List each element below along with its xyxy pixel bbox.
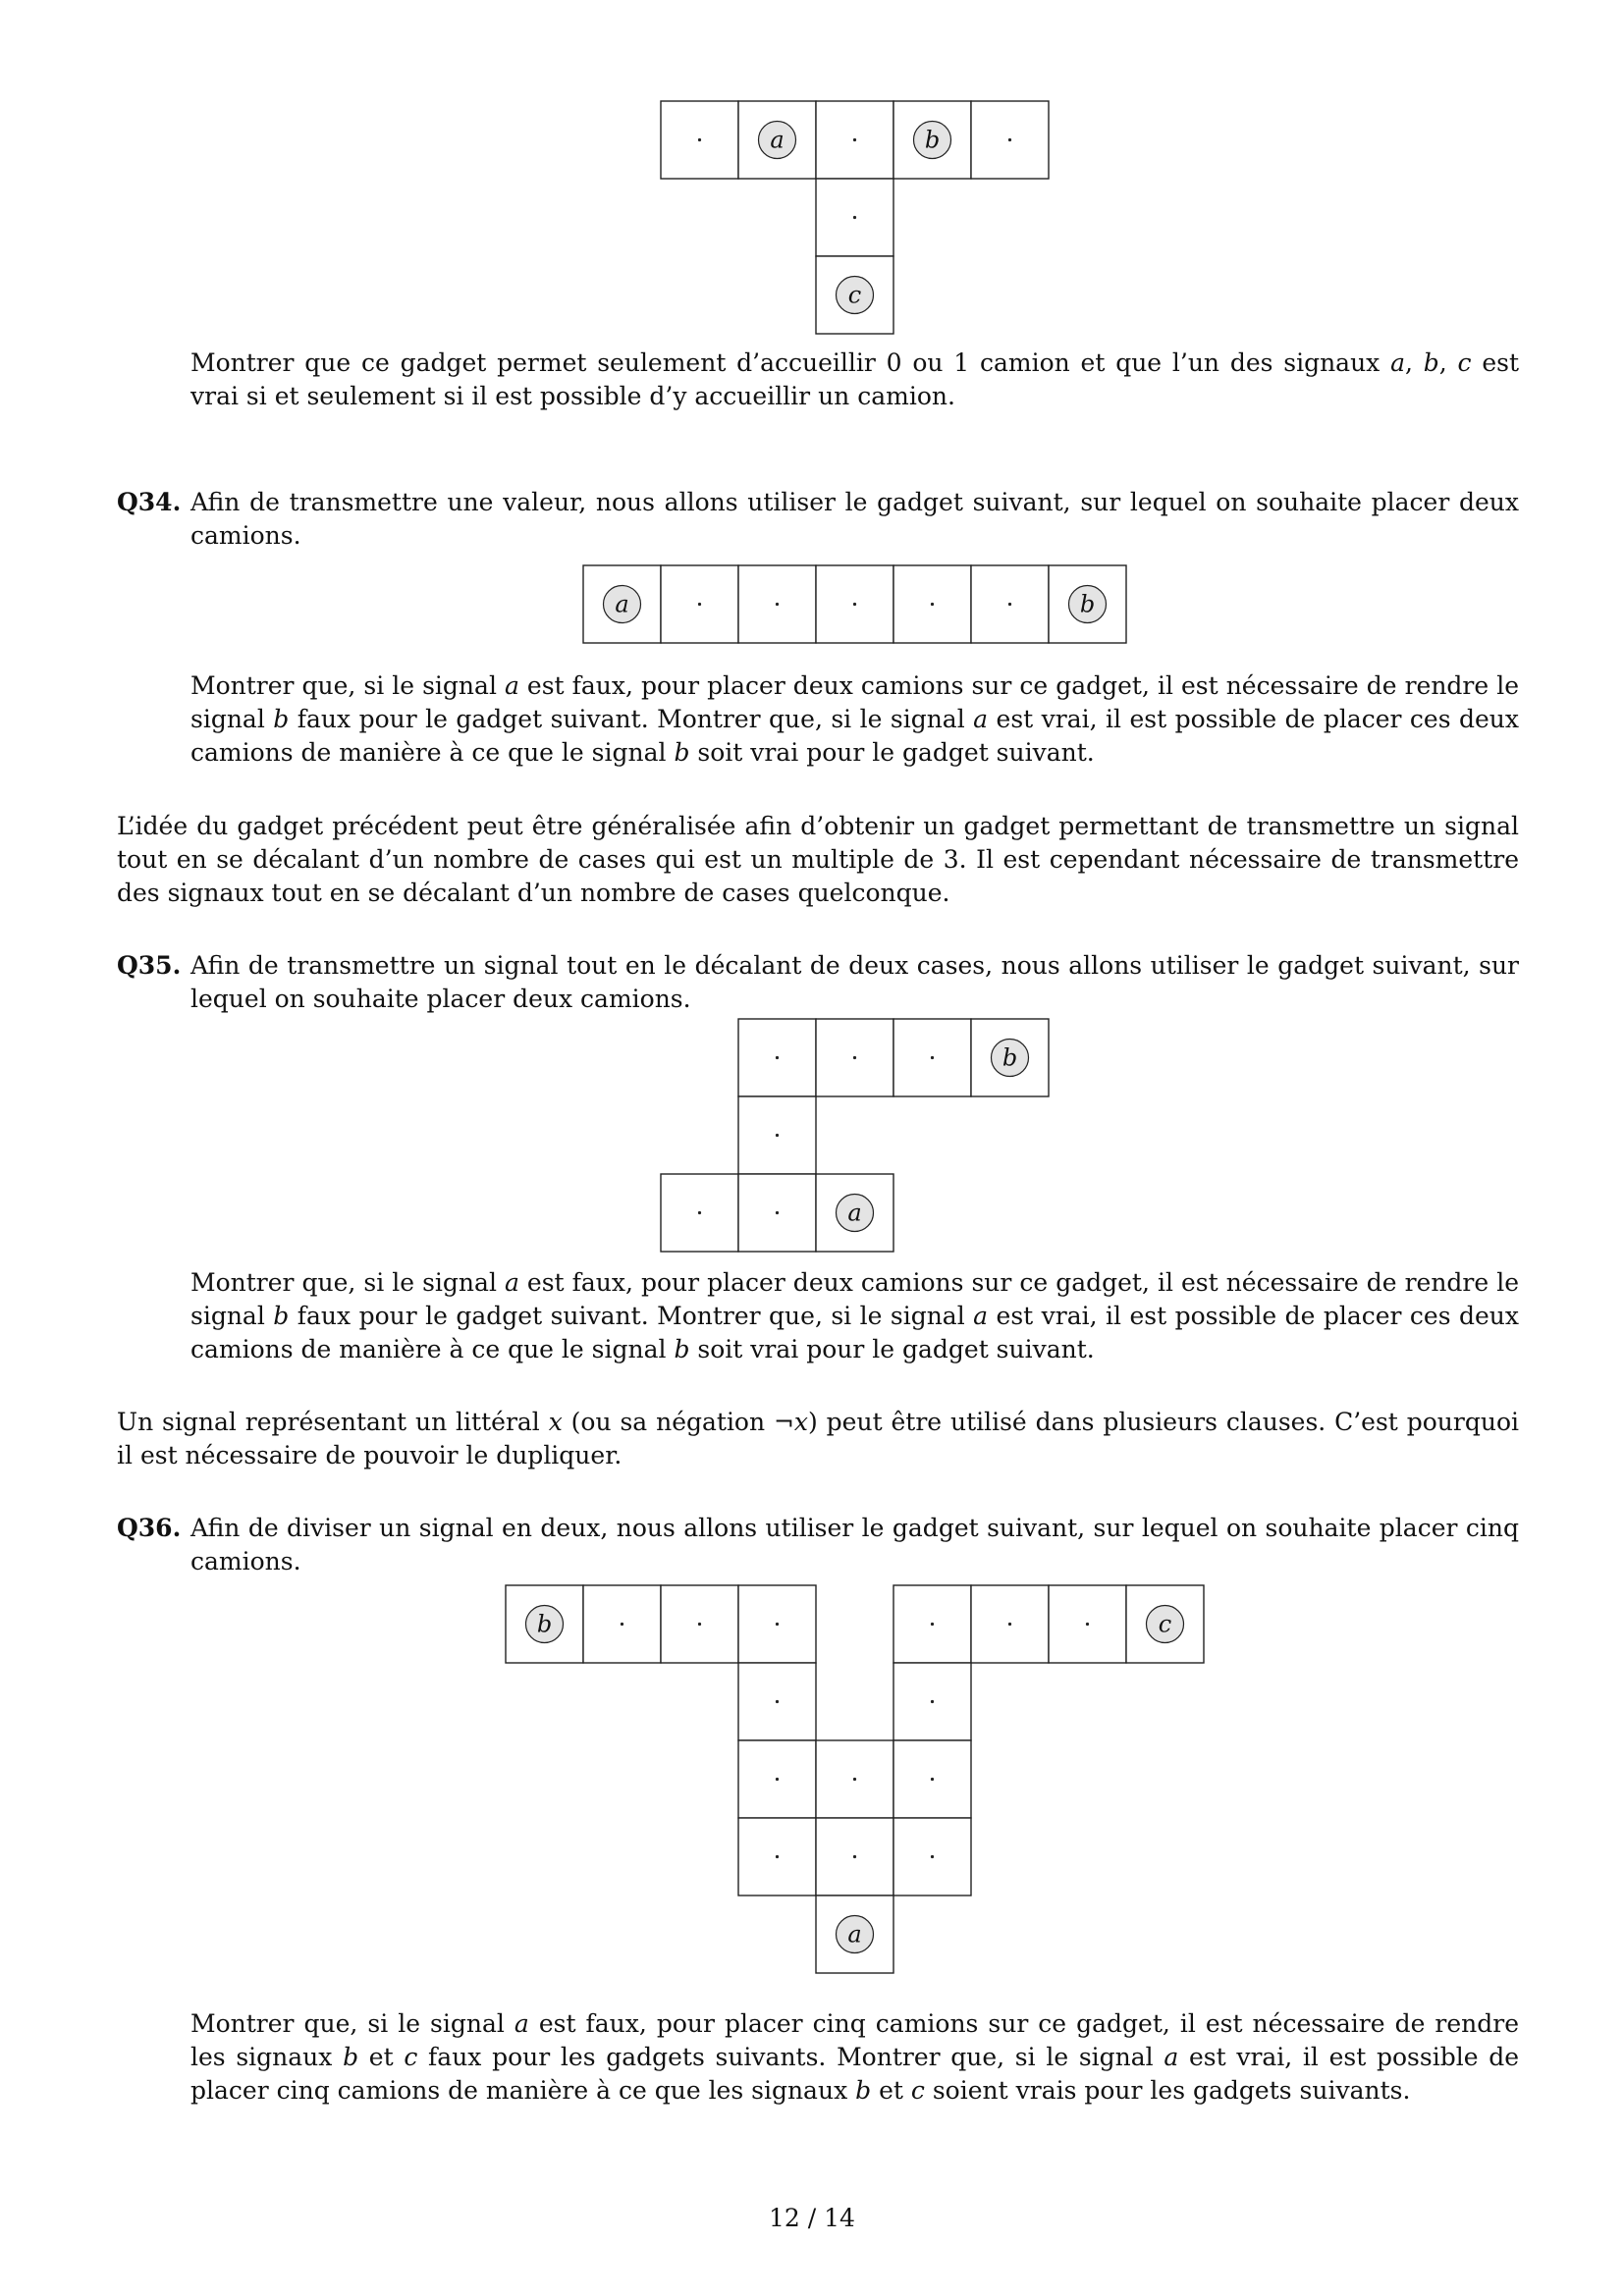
- grid-cell-empty: [738, 1585, 816, 1663]
- grid-cell-empty: [661, 565, 738, 643]
- page-number: 12 / 14: [769, 2204, 855, 2232]
- q34-statement: Montrer que, si le signal a est faux, pour placer deux camions sur ce gadget, il est nécessaire de rendre le signal b faux pour le gadget suivant. Montrer que, si le signal a est vrai, il est possible de placer ces deux camions de manière à ce que le signal b soit vrai pour le gadget suivant.: [190, 671, 1520, 767]
- question-q35: [117, 949, 1519, 1016]
- cell-dot: [853, 216, 856, 219]
- cell-dot: [931, 1700, 934, 1703]
- grid-cell-empty: [1049, 1585, 1126, 1663]
- grid-cell-empty: [816, 101, 893, 179]
- grid-cell-signal-a: [583, 565, 661, 643]
- grid-cell-empty: [738, 1818, 816, 1896]
- grid-cell-signal-b: [1049, 565, 1126, 643]
- cell-dot: [698, 1623, 701, 1626]
- interlude-duplication: Un signal représentant un littéral x (ou sa négation ¬x) peut être utilisé dans plusieurs clauses. C’est pourquoi il est nécessaire de pouvoir le dupliquer.: [117, 1408, 1519, 1469]
- grid-cell-empty: [661, 101, 738, 179]
- grid-cell-empty: [738, 1019, 816, 1096]
- signal-label: a: [770, 126, 785, 154]
- cell-dot: [853, 1855, 856, 1858]
- cell-dot: [853, 1778, 856, 1781]
- interlude-generalisation: L’idée du gadget précédent peut être généralisée afin d’obtenir un gadget permettant de transmettre un signal tout en se décalant d’un nombre de cases qui est un multiple de 3. Il est cependant nécessaire de transmettre des signaux tout en se décalant d’un nombre de cases quelconque.: [117, 812, 1519, 907]
- grid-cell-empty: [661, 1585, 738, 1663]
- grid-cell-empty: [738, 565, 816, 643]
- question-label: Q34.: [117, 488, 182, 516]
- cell-dot: [698, 603, 701, 606]
- cell-dot: [1086, 1623, 1089, 1626]
- grid-cell-empty: [816, 1740, 893, 1818]
- cell-dot: [776, 1778, 779, 1781]
- cell-dot: [1008, 603, 1011, 606]
- grid-cell-signal-a: [816, 1174, 893, 1252]
- grid-cell-empty: [738, 1740, 816, 1818]
- signal-label: b: [924, 126, 941, 154]
- gadget-q33: [660, 100, 1053, 338]
- cell-dot: [776, 1623, 779, 1626]
- question-label: Q35.: [117, 951, 182, 980]
- cell-dot: [776, 603, 779, 606]
- question-text: Afin de transmettre une valeur, nous allons utiliser le gadget suivant, sur lequel on souhaite placer deux camions.: [190, 488, 1519, 550]
- grid-cell-empty: [893, 1019, 971, 1096]
- cell-dot: [931, 1623, 934, 1626]
- cell-dot: [776, 1211, 779, 1214]
- gadget-q34: [582, 564, 1132, 647]
- grid-cell-signal-a: [738, 101, 816, 179]
- cell-dot: [853, 138, 856, 141]
- signal-label: b: [536, 1610, 553, 1638]
- signal-label: a: [847, 1199, 862, 1227]
- cell-dot: [698, 1211, 701, 1214]
- signal-label: a: [615, 590, 629, 618]
- grid-cell-empty: [893, 1740, 971, 1818]
- signal-label: b: [1001, 1043, 1018, 1072]
- cell-dot: [776, 1855, 779, 1858]
- question-text: Afin de transmettre un signal tout en le décalant de deux cases, nous allons utiliser le gadget suivant, sur lequel on souhaite placer deux camions.: [190, 951, 1519, 1013]
- grid-cell-empty: [738, 1663, 816, 1740]
- signal-label: c: [847, 281, 862, 309]
- grid-cell-empty: [893, 565, 971, 643]
- cell-dot: [776, 1700, 779, 1703]
- grid-cell-empty: [738, 1174, 816, 1252]
- grid-cell-signal-b: [971, 1019, 1049, 1096]
- cell-dot: [853, 603, 856, 606]
- grid-cell-signal-c: [1126, 1585, 1204, 1663]
- question-label: Q36.: [117, 1514, 182, 1542]
- grid-cell-empty: [893, 1663, 971, 1740]
- gadget-q36: [505, 1584, 1212, 1977]
- cell-dot: [931, 603, 934, 606]
- grid-cell-empty: [971, 565, 1049, 643]
- cell-dot: [698, 138, 701, 141]
- question-q34: [117, 486, 1519, 553]
- cell-dot: [776, 1134, 779, 1137]
- signal-label: b: [1079, 590, 1096, 618]
- grid-cell-signal-b: [893, 101, 971, 179]
- grid-cell-empty: [583, 1585, 661, 1663]
- question-text: Afin de diviser un signal en deux, nous allons utiliser le gadget suivant, sur lequel on souhaite placer cinq camions.: [190, 1514, 1519, 1575]
- grid-cell-signal-c: [816, 256, 893, 334]
- cell-dot: [621, 1623, 623, 1626]
- grid-cell-signal-a: [816, 1896, 893, 1973]
- gadget-q35: [660, 1018, 1053, 1255]
- grid-cell-empty: [661, 1174, 738, 1252]
- signal-label: a: [847, 1920, 862, 1949]
- grid-cell-empty: [816, 565, 893, 643]
- cell-dot: [1008, 138, 1011, 141]
- signal-label: c: [1158, 1610, 1172, 1638]
- cell-dot: [1008, 1623, 1011, 1626]
- grid-cell-empty: [971, 101, 1049, 179]
- grid-cell-empty: [816, 179, 893, 256]
- grid-cell-empty: [971, 1585, 1049, 1663]
- q36-statement: Montrer que, si le signal a est faux, pour placer cinq camions sur ce gadget, il est nécessaire de rendre les signaux b et c faux pour les gadgets suivants. Montrer que, si le signal a est vrai, il est possible de placer cinq camions de manière à ce que les signaux b et c soient vrais pour les gadgets suivants.: [190, 2009, 1519, 2105]
- cell-dot: [931, 1056, 934, 1059]
- grid-cell-empty: [893, 1818, 971, 1896]
- cell-dot: [931, 1778, 934, 1781]
- grid-cell-empty: [816, 1019, 893, 1096]
- grid-cell-empty: [893, 1585, 971, 1663]
- grid-cell-empty: [816, 1818, 893, 1896]
- cell-dot: [853, 1056, 856, 1059]
- q33-statement: Montrer que ce gadget permet seulement d’accueillir 0 ou 1 camion et que l’un des signaux a, b, c est vrai si et seulement si il est possible d’y accueillir un camion.: [190, 348, 1519, 410]
- grid-cell-empty: [738, 1096, 816, 1174]
- q35-statement: Montrer que, si le signal a est faux, pour placer deux camions sur ce gadget, il est nécessaire de rendre le signal b faux pour le gadget suivant. Montrer que, si le signal a est vrai, il est possible de placer ces deux camions de manière à ce que le signal b soit vrai pour le gadget suivant.: [190, 1268, 1520, 1363]
- cell-dot: [931, 1855, 934, 1858]
- question-q36: [117, 1512, 1519, 1578]
- grid-cell-signal-b: [506, 1585, 583, 1663]
- cell-dot: [776, 1056, 779, 1059]
